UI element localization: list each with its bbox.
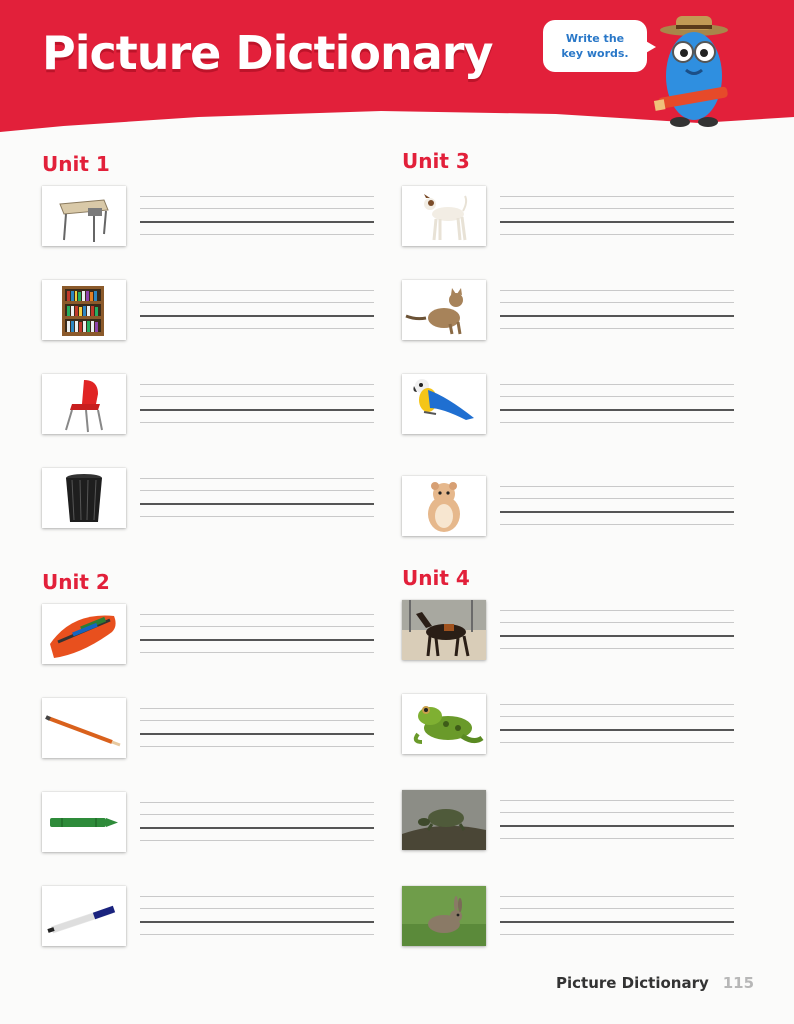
mascot-icon — [652, 14, 736, 130]
instruction-line-1: Write the — [565, 31, 625, 45]
page-title: Picture Dictionary — [42, 26, 493, 80]
unit-4-row-1 — [402, 600, 742, 662]
rabbit-icon — [402, 886, 486, 946]
unit-1-row-1 — [42, 186, 382, 248]
marker-icon — [42, 886, 126, 946]
unit-3-row-3 — [402, 374, 742, 436]
frog-icon — [402, 694, 486, 754]
unit-2-row-1 — [42, 604, 382, 666]
pencil-case-icon — [42, 604, 126, 664]
cat-icon — [402, 280, 486, 340]
footer-section-name: Picture Dictionary — [556, 974, 709, 992]
unit-2-row-2 — [42, 698, 382, 760]
turtle-icon — [402, 790, 486, 850]
picture-card — [42, 374, 126, 434]
unit-4-row-2 — [402, 694, 742, 756]
unit-3-row-2 — [402, 280, 742, 342]
writing-lines[interactable] — [500, 486, 734, 530]
unit-1-row-4 — [42, 468, 382, 530]
writing-lines[interactable] — [140, 896, 374, 940]
picture-card — [402, 790, 486, 850]
writing-lines[interactable] — [140, 478, 374, 522]
crayon-icon — [42, 792, 126, 852]
picture-card — [42, 792, 126, 852]
horse-icon — [402, 600, 486, 660]
unit-2-row-4 — [42, 886, 382, 948]
writing-lines[interactable] — [500, 896, 734, 940]
desk-icon — [42, 186, 126, 246]
chair-icon — [42, 374, 126, 434]
writing-lines[interactable] — [140, 384, 374, 428]
unit-3-heading: Unit 3 — [402, 149, 470, 173]
picture-card — [42, 604, 126, 664]
unit-2-row-3 — [42, 792, 382, 854]
writing-lines[interactable] — [140, 290, 374, 334]
writing-lines[interactable] — [500, 704, 734, 748]
unit-1-row-2 — [42, 280, 382, 342]
writing-lines[interactable] — [500, 384, 734, 428]
picture-card — [402, 476, 486, 536]
writing-lines[interactable] — [140, 708, 374, 752]
bookcase-icon — [42, 280, 126, 340]
writing-lines[interactable] — [500, 290, 734, 334]
picture-card — [402, 694, 486, 754]
unit-1-heading: Unit 1 — [42, 152, 110, 176]
page-number: 115 — [722, 974, 755, 992]
writing-lines[interactable] — [140, 802, 374, 846]
instruction-bubble — [543, 20, 647, 72]
picture-card — [42, 698, 126, 758]
writing-lines[interactable] — [140, 614, 374, 658]
unit-2-heading: Unit 2 — [42, 570, 110, 594]
picture-card — [42, 280, 126, 340]
unit-4-heading: Unit 4 — [402, 566, 470, 590]
unit-3-row-4 — [402, 476, 742, 538]
unit-4-row-4 — [402, 886, 742, 948]
unit-1-row-3 — [42, 374, 382, 436]
picture-card — [402, 186, 486, 246]
instruction-line-2: key words. — [561, 47, 629, 60]
picture-card — [42, 186, 126, 246]
writing-lines[interactable] — [500, 610, 734, 654]
page-footer — [556, 974, 754, 992]
pencil-icon — [42, 698, 126, 758]
wastebasket-icon — [42, 468, 126, 528]
parrot-icon — [402, 374, 486, 434]
picture-card — [402, 600, 486, 660]
unit-4-row-3 — [402, 790, 742, 852]
writing-lines[interactable] — [140, 196, 374, 240]
picture-card — [42, 886, 126, 946]
unit-3-row-1 — [402, 186, 742, 248]
hamster-icon — [402, 476, 486, 536]
picture-card — [42, 468, 126, 528]
writing-lines[interactable] — [500, 196, 734, 240]
picture-card — [402, 280, 486, 340]
picture-card — [402, 886, 486, 946]
writing-lines[interactable] — [500, 800, 734, 844]
dog-icon — [402, 186, 486, 246]
picture-card — [402, 374, 486, 434]
